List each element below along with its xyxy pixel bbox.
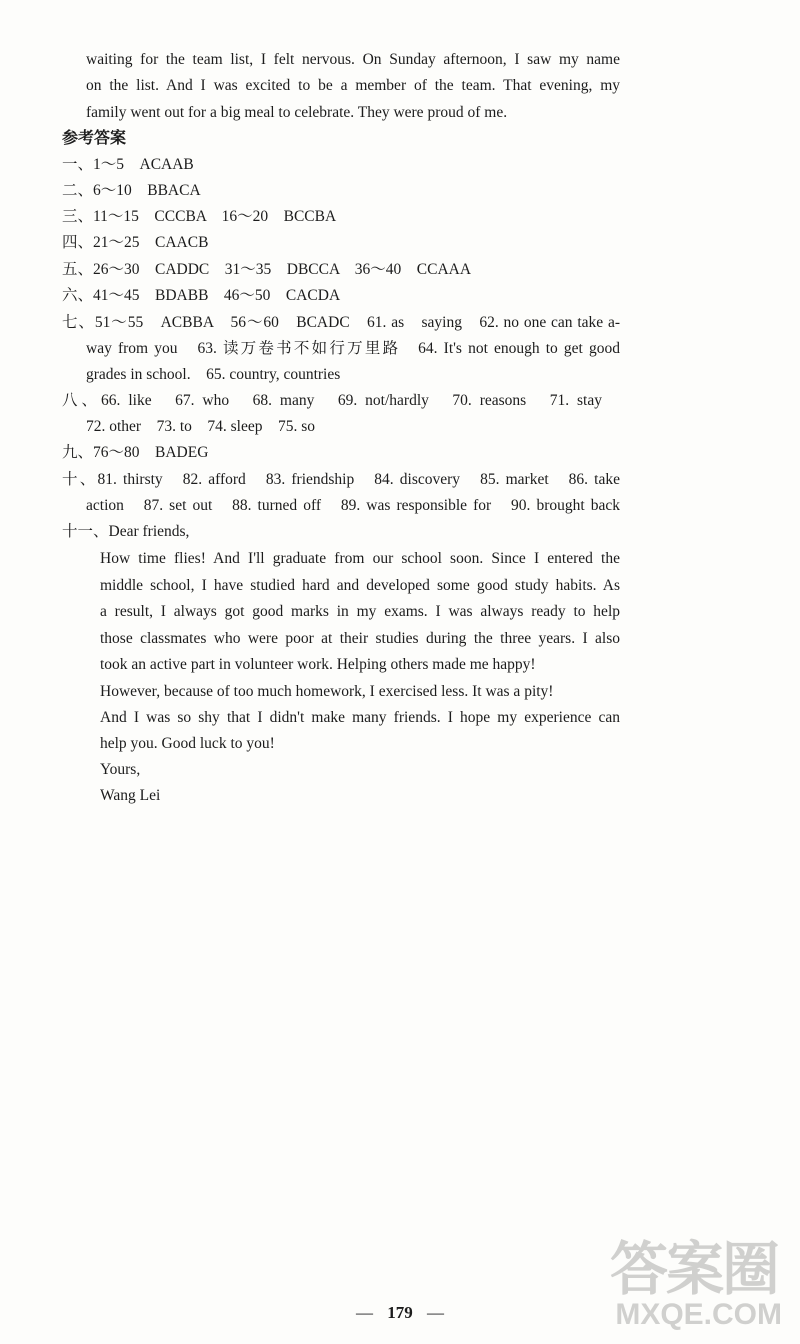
answer-line-6: 六、41～45 BDABB 46～50 CACDA [62,287,341,304]
answer-line-1: 一、1～5 ACAAB [62,156,194,173]
letter-closing: Yours, [100,761,141,778]
answer-line-11: 72. other 73. to 74. sleep 75. so [86,418,316,435]
intro-line-1: waiting for the team list, I felt nervous. On Sunday afternoon, I saw my name [86,51,620,68]
answer-line-9: grades in school. 65. country, countries [86,366,341,383]
watermark-logo [592,1218,782,1336]
answer-line-3: 三、11～15 CCCBA 16～20 BCCBA [62,208,337,225]
answers-heading: 参考答案 [62,130,127,147]
answer-line-2: 二、6～10 BBACA [62,182,201,199]
answer-line-4: 四、21～25 CAACB [62,234,209,251]
answer-line-8: way from you 63. 读万卷书不如行万里路 64. It's not enough to get good [86,340,620,357]
watermark-glyphs: 答案圈 [609,1235,778,1303]
answer-line-10: 八、66. like 67. who 68. many 69. not/hardly 70. reasons 71. stay [62,392,602,409]
answer-line-5: 五、26～30 CADDC 31～35 DBCCA 36～40 CCAAA [62,261,472,278]
answer-line-14: action 87. set out 88. turned off 89. was responsible for 90. brought back [86,497,620,514]
letter-line-2: middle school, I have studied hard and developed some good study habits. As [100,577,620,594]
intro-line-2: on the list. And I was excited to be a member of the team. That evening, my [86,77,620,94]
letter-line-3: a result, I always got good marks in my exams. I was always ready to help [100,603,620,620]
letter-line-4: those classmates who were poor at their studies during the three years. I also [100,630,620,647]
letter-line-1: How time flies! And I'll graduate from our school soon. Since I entered the [100,550,620,567]
answer-line-7: 七、51～55 ACBBA 56～60 BCADC 61. as saying 62. no one can take a- [62,314,620,331]
letter-line-8: help you. Good luck to you! [100,735,275,752]
footer-dash-left: — [356,1303,373,1322]
footer-dash-right: — [427,1303,444,1322]
answer-line-15: 十一、Dear friends, [62,523,190,540]
answer-line-13: 十、81. thirsty 82. afford 83. friendship 84. discovery 85. market 86. take [62,471,620,488]
letter-line-6: However, because of too much homework, I exercised less. It was a pity! [100,683,554,700]
letter-line-7: And I was so shy that I didn't make many friends. I hope my experience can [100,709,620,726]
watermark-url: MXQE.COM [615,1298,782,1331]
answer-line-12: 九、76～80 BADEG [62,444,209,461]
letter-signature: Wang Lei [100,787,161,804]
letter-line-5: took an active part in volunteer work. Helping others made me happy! [100,656,536,673]
intro-line-3: family went out for a big meal to celebrate. They were proud of me. [86,104,508,121]
page-number: 179 [387,1303,413,1322]
